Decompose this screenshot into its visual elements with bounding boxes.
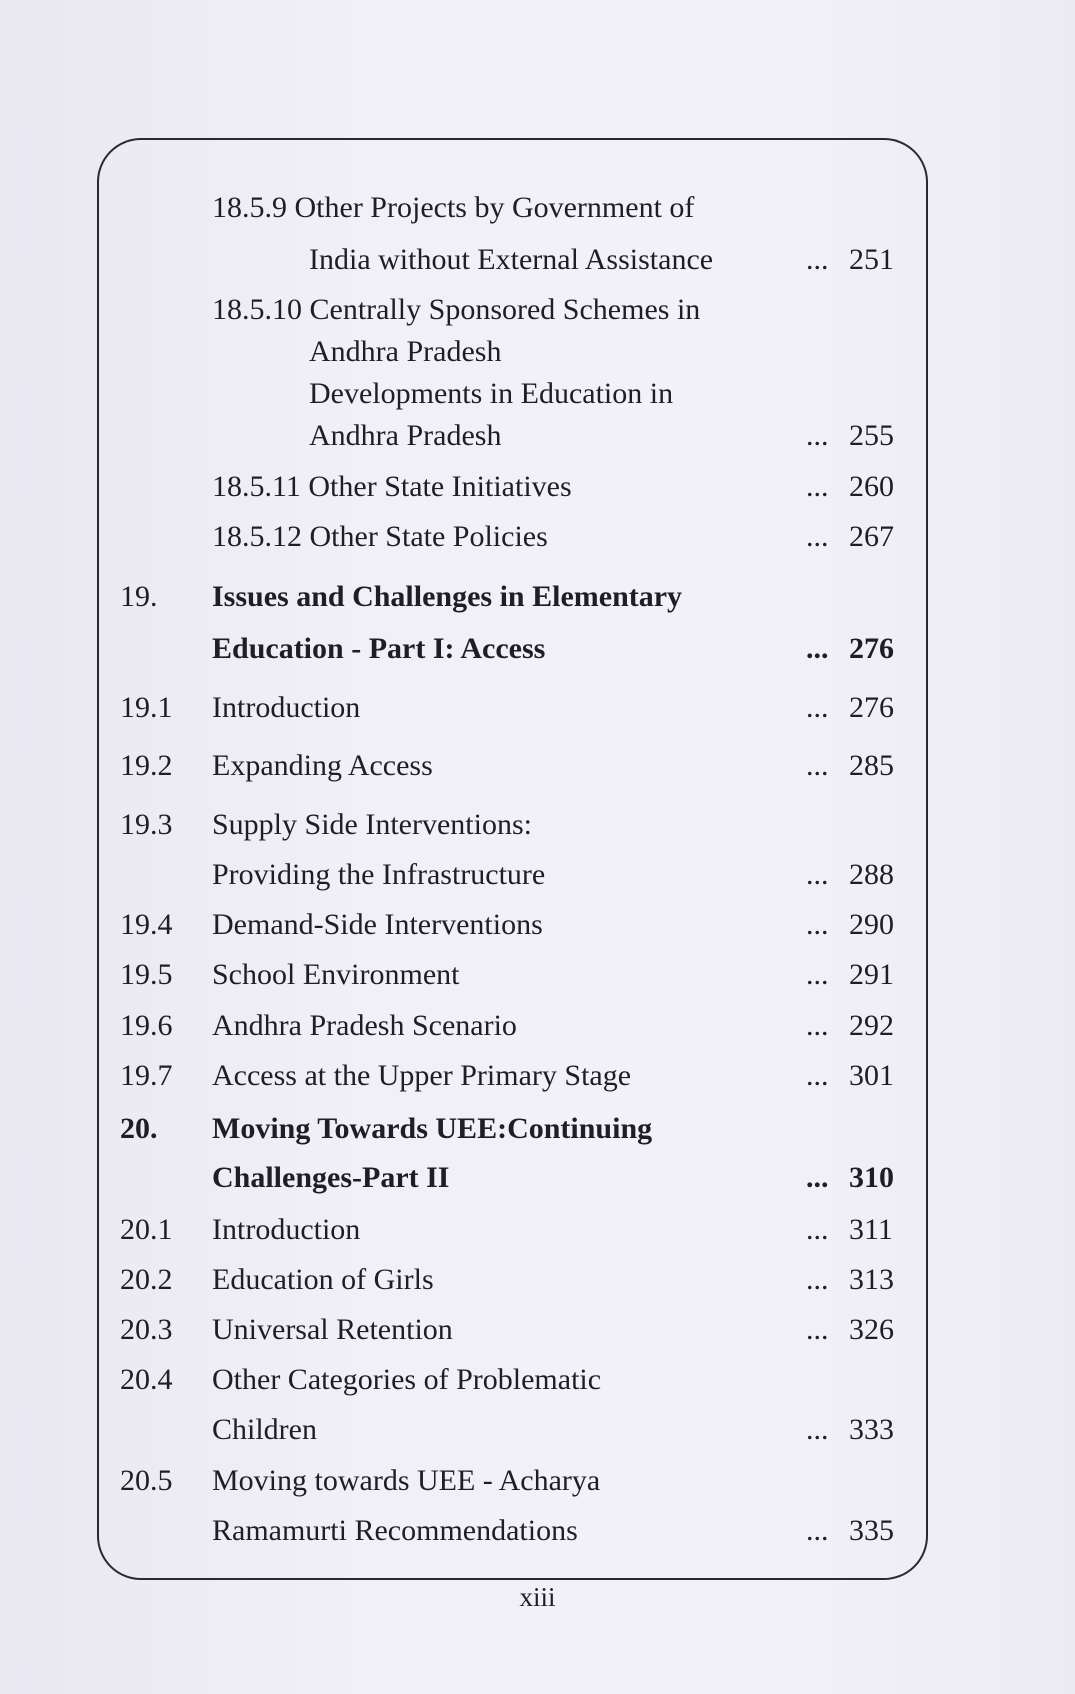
toc-entry-19-3-cont <box>0 855 1075 895</box>
page-number: 326 <box>849 1313 894 1346</box>
toc-entry-18-5-10 <box>0 290 1075 330</box>
chapter-title: Issues and Challenges in Elementary <box>212 580 683 613</box>
toc-entry-20-2 <box>0 1260 1075 1300</box>
page-number: 251 <box>849 243 894 276</box>
toc-chapter-20 <box>0 1109 1075 1149</box>
page-number: 311 <box>849 1213 893 1246</box>
toc-entry-20-5-cont <box>0 1511 1075 1551</box>
page-number: 260 <box>849 470 894 503</box>
dot-leader: ... <box>806 1514 829 1547</box>
page-number: 290 <box>849 908 894 941</box>
dot-leader: ... <box>806 858 829 891</box>
entry-title: Introduction <box>212 691 361 724</box>
entry-title-cont: Andhra Pradesh <box>309 419 502 452</box>
toc-entry-18-5-9 <box>0 188 1075 228</box>
section-number: 19.6 <box>120 1009 173 1042</box>
toc-entry-19-2 <box>0 746 1075 786</box>
dot-leader: ... <box>806 243 829 276</box>
dot-leader: ... <box>806 908 829 941</box>
section-number: 19.3 <box>120 808 173 841</box>
page-number: 292 <box>849 1009 894 1042</box>
chapter-number: 20. <box>120 1112 158 1145</box>
toc-entry-19-3 <box>0 805 1075 845</box>
dot-leader: ... <box>806 520 829 553</box>
entry-title: Moving towards UEE - Acharya <box>212 1464 601 1497</box>
entry-title-cont: Providing the Infrastructure <box>212 858 546 891</box>
section-number: 19.4 <box>120 908 173 941</box>
toc-entry-20-3 <box>0 1310 1075 1350</box>
section-number: 20.1 <box>120 1213 173 1246</box>
toc-entry-19-5 <box>0 955 1075 995</box>
page-number: 255 <box>849 419 894 452</box>
entry-title: Education of Girls <box>212 1263 434 1296</box>
entry-title: Andhra Pradesh Scenario <box>212 1009 517 1042</box>
section-number: 19.1 <box>120 691 173 724</box>
entry-title: Access at the Upper Primary Stage <box>212 1059 632 1092</box>
entry-title: Other Categories of Problematic <box>212 1363 602 1396</box>
dot-leader: ... <box>806 1161 829 1194</box>
entry-title-cont: Ramamurti Recommendations <box>212 1514 578 1547</box>
toc-entry-18-5-10-cont <box>0 332 1075 372</box>
section-number: 19.2 <box>120 749 173 782</box>
toc-chapter-19-cont <box>0 629 1075 669</box>
dot-leader: ... <box>806 1009 829 1042</box>
toc-entry-18-5-10-cont2 <box>0 374 1075 414</box>
entry-title: Demand-Side Interventions <box>212 908 543 941</box>
page-folio: xiii <box>519 1582 556 1612</box>
toc-entry-18-5-9-cont <box>0 240 1075 280</box>
entry-title-cont: Andhra Pradesh <box>309 335 502 368</box>
toc-entry-19-1 <box>0 688 1075 728</box>
page-number: 335 <box>849 1514 894 1547</box>
toc-entry-20-4-cont <box>0 1410 1075 1450</box>
entry-title: Universal Retention <box>212 1313 453 1346</box>
dot-leader: ... <box>806 749 829 782</box>
chapter-title: Moving Towards UEE:Continuing <box>212 1112 653 1145</box>
entry-title-cont: India without External Assistance <box>309 243 714 276</box>
section-number: 19.7 <box>120 1059 173 1092</box>
toc-entry-19-4 <box>0 905 1075 945</box>
entry-title-cont: Children <box>212 1413 317 1446</box>
toc-chapter-19 <box>0 577 1075 617</box>
entry-title: Introduction <box>212 1213 361 1246</box>
toc-entry-18-5-10-cont3 <box>0 416 1075 456</box>
dot-leader: ... <box>806 1263 829 1296</box>
section-number: 20.5 <box>120 1464 173 1497</box>
entry-title: 18.5.11 Other State Initiatives <box>212 470 572 503</box>
entry-title: School Environment <box>212 958 460 991</box>
page-number: 288 <box>849 858 894 891</box>
dot-leader: ... <box>806 958 829 991</box>
page-number: 310 <box>849 1161 894 1194</box>
chapter-title-cont: Education - Part I: Access <box>212 632 546 665</box>
dot-leader: ... <box>806 1413 829 1446</box>
section-number: 20.3 <box>120 1313 173 1346</box>
toc-entry-20-4 <box>0 1360 1075 1400</box>
section-number: 20.2 <box>120 1263 173 1296</box>
chapter-number: 19. <box>120 580 158 613</box>
toc-entry-20-1 <box>0 1210 1075 1250</box>
entry-title: 18.5.9 Other Projects by Government of <box>212 191 695 224</box>
dot-leader: ... <box>806 691 829 724</box>
toc-entry-19-6 <box>0 1006 1075 1046</box>
page-number: 301 <box>849 1059 894 1092</box>
dot-leader: ... <box>806 1313 829 1346</box>
toc-entry-18-5-11 <box>0 467 1075 507</box>
page-number: 267 <box>849 520 894 553</box>
page-number: 313 <box>849 1263 894 1296</box>
dot-leader: ... <box>806 419 829 452</box>
dot-leader: ... <box>806 1059 829 1092</box>
entry-title: Expanding Access <box>212 749 433 782</box>
toc-chapter-20-cont <box>0 1158 1075 1198</box>
page-number: 285 <box>849 749 894 782</box>
dot-leader: ... <box>806 1213 829 1246</box>
entry-title: 18.5.10 Centrally Sponsored Schemes in <box>212 293 701 326</box>
section-number: 20.4 <box>120 1363 173 1396</box>
dot-leader: ... <box>806 632 829 665</box>
dot-leader: ... <box>806 470 829 503</box>
entry-title: 18.5.12 Other State Policies <box>212 520 548 553</box>
entry-title-cont: Developments in Education in <box>309 377 674 410</box>
section-number: 19.5 <box>120 958 173 991</box>
toc-entry-20-5 <box>0 1461 1075 1501</box>
page-number: 333 <box>849 1413 894 1446</box>
page-number: 291 <box>849 958 894 991</box>
page-number: 276 <box>849 691 894 724</box>
page-number: 276 <box>849 632 894 665</box>
entry-title: Supply Side Interventions: <box>212 808 532 841</box>
toc-entry-19-7 <box>0 1056 1075 1096</box>
chapter-title-cont: Challenges-Part II <box>212 1161 450 1194</box>
toc-entry-18-5-12 <box>0 517 1075 557</box>
